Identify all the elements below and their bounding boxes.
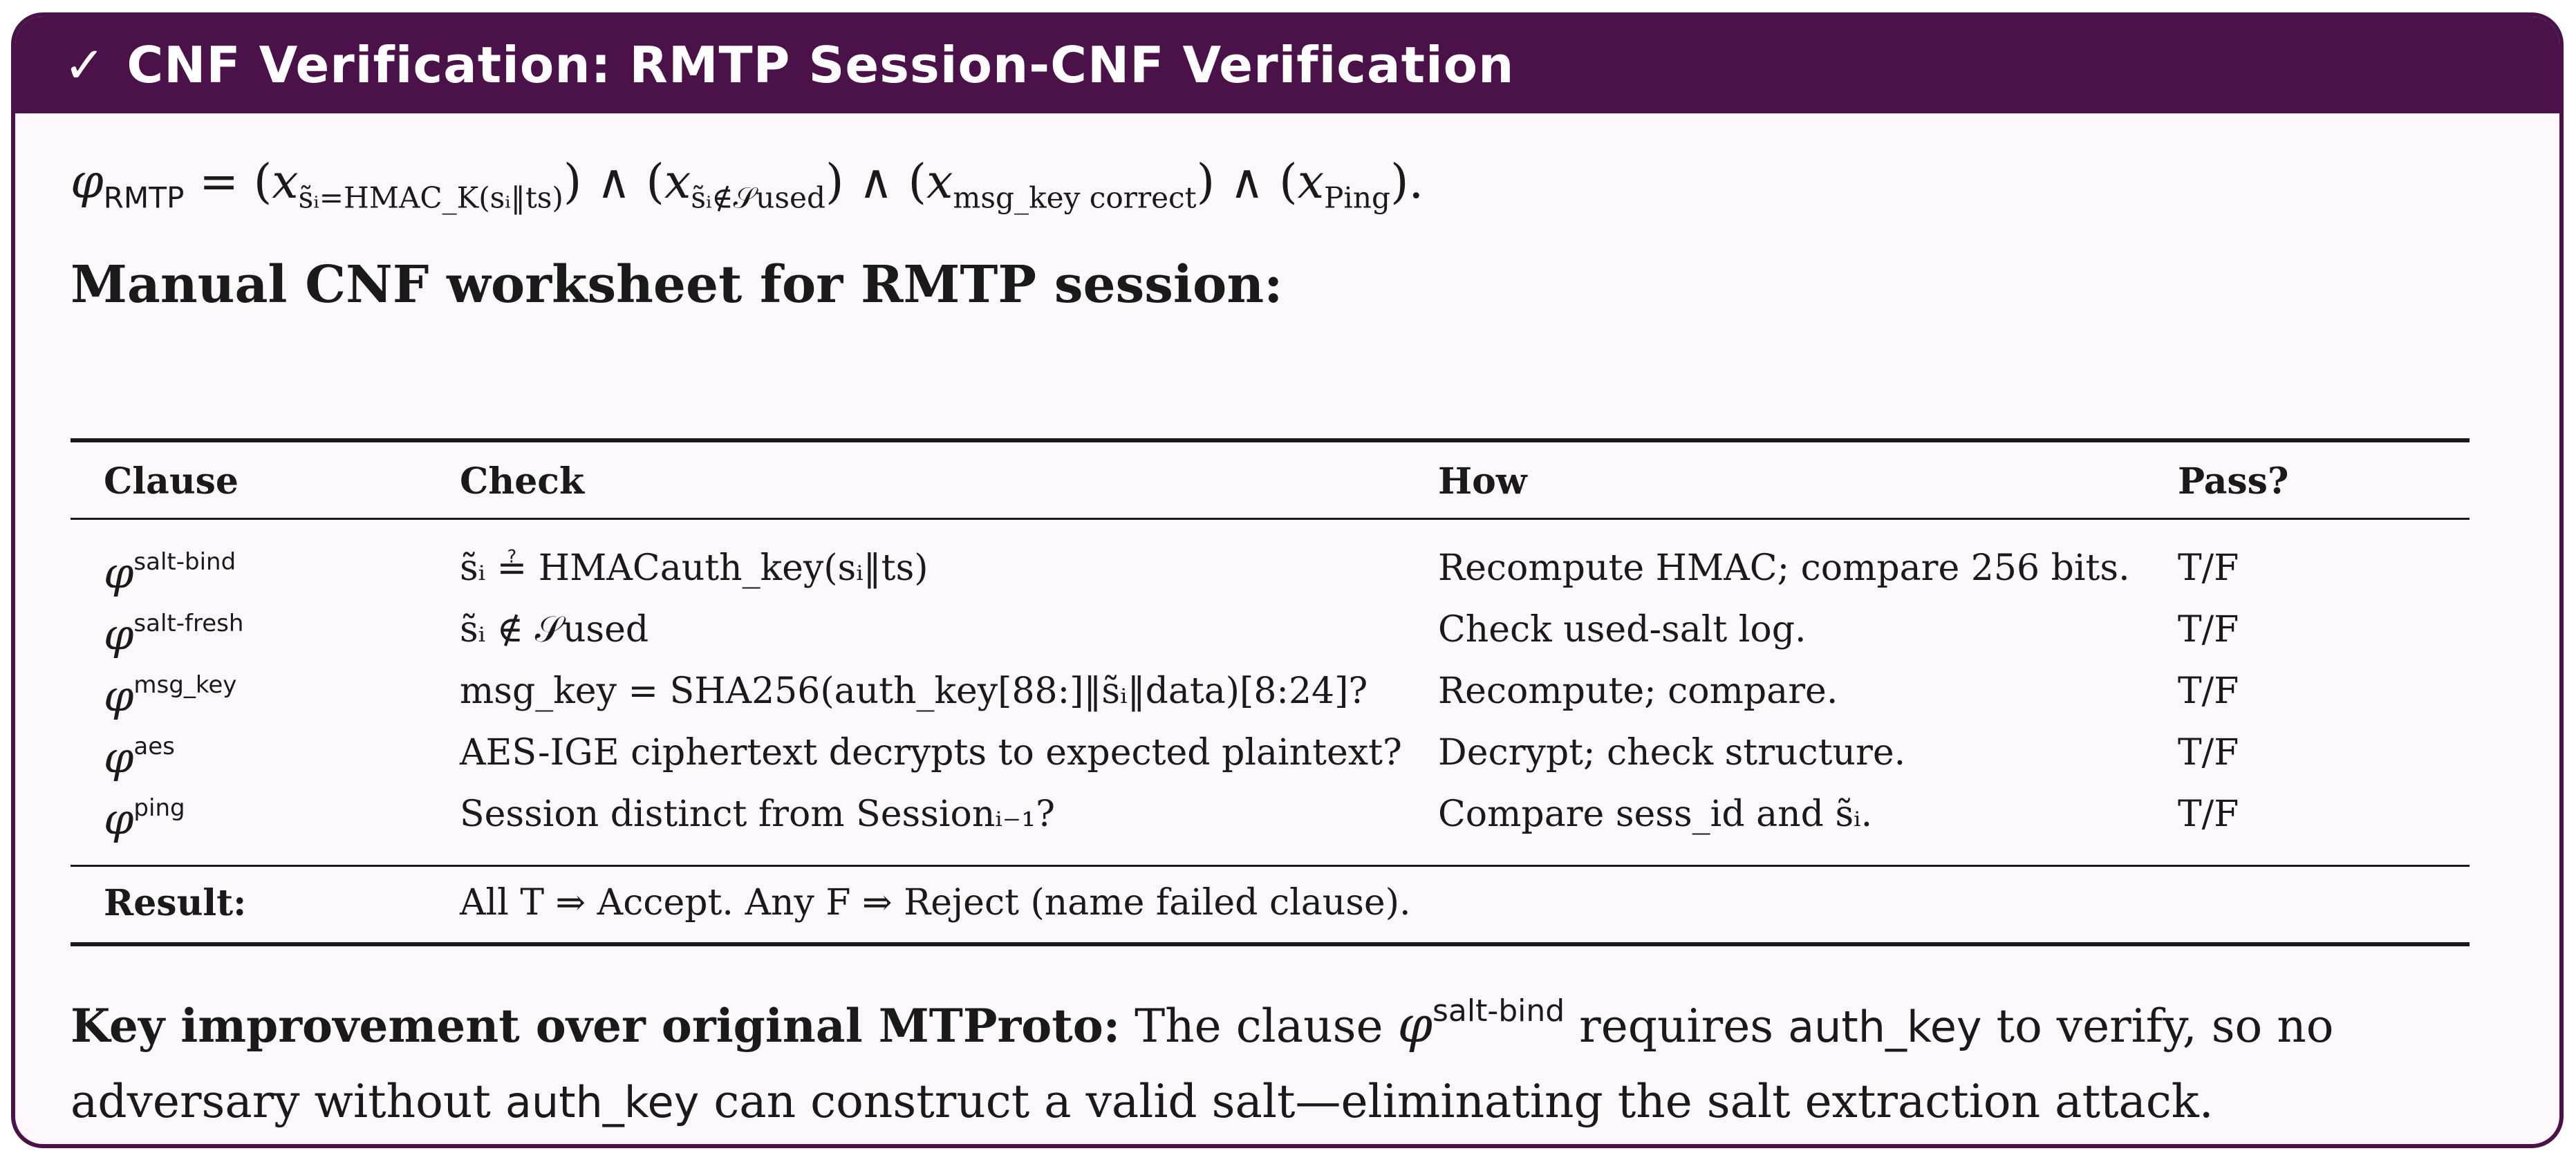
improvement-phi-superscript: salt-bind	[1432, 993, 1565, 1029]
formula-and: ∧	[1215, 155, 1280, 209]
column-header-pass: Pass?	[2178, 440, 2470, 519]
improvement-lead: Key improvement over original MTProto:	[71, 999, 1121, 1053]
formula-paren: )	[1196, 155, 1215, 209]
column-header-clause: Clause	[71, 440, 460, 519]
formula-paren: (	[646, 155, 664, 209]
pass-cell: T/F	[2178, 794, 2239, 835]
formula-and: ∧	[843, 155, 908, 209]
improvement-text: The clause	[1120, 1000, 1398, 1053]
clause-superscript: ping	[133, 794, 185, 822]
clause-symbol: φ	[104, 671, 134, 721]
improvement-text: to verify, so no adversary without	[71, 1000, 2334, 1128]
improvement-code-auth-key: auth_key	[505, 1077, 700, 1127]
result-label: Result:	[71, 866, 460, 945]
clause-symbol: φ	[104, 547, 134, 598]
formula-paren: (	[253, 155, 272, 209]
result-text: All T ⇒ Accept. Any F ⇒ Reject (name failed clause).	[460, 866, 2470, 945]
clause-cell	[71, 665, 460, 727]
worksheet-heading: Manual CNF worksheet for RMTP session:	[71, 255, 1283, 315]
clause-cell	[71, 519, 460, 604]
how-cell: Recompute; compare.	[1438, 671, 1838, 712]
formula-var: x	[272, 155, 299, 209]
formula-and: ∧	[581, 155, 646, 209]
pass-cell: T/F	[2178, 609, 2239, 650]
cnf-worksheet-table	[71, 438, 2470, 946]
box-title: CNF Verification: RMTP Session-CNF Verification	[127, 36, 1515, 94]
formula-var: x	[664, 155, 691, 209]
table-row	[71, 603, 2470, 665]
formula-equals: =	[184, 155, 254, 209]
check-cell: s̃ᵢ ∉ 𝒮used	[460, 609, 649, 650]
formula-subscript: RMTP	[103, 180, 185, 215]
table-header-row	[71, 440, 2470, 519]
verification-box	[11, 12, 2564, 1148]
formula-paren: )	[825, 155, 844, 209]
formula-term2-subscript: s̃ᵢ∉𝒮used	[691, 180, 825, 215]
improvement-phi: φ	[1397, 995, 1432, 1053]
checkmark-icon: ✓	[64, 36, 106, 94]
table-row	[71, 788, 2470, 866]
key-improvement-paragraph	[71, 974, 2490, 1140]
improvement-code-auth-key: auth_key	[1788, 1002, 1982, 1052]
formula-term1-subscript: s̃ᵢ=HMAC_K(sᵢ‖ts)	[298, 180, 563, 215]
improvement-text: can construct a valid salt—eliminating the salt extraction attack.	[699, 1075, 2214, 1128]
formula-term4-subscript: Ping	[1324, 180, 1391, 215]
clause-cell	[71, 727, 460, 788]
formula-term3-subscript: msg_key correct	[953, 180, 1197, 215]
check-cell: Session distinct from Sessionᵢ₋₁?	[460, 794, 1055, 835]
clause-superscript: salt-fresh	[133, 610, 244, 637]
clause-superscript: aes	[133, 733, 175, 760]
box-title-bar	[15, 17, 2559, 113]
column-header-how: How	[1438, 440, 2178, 519]
how-cell: Compare sess_id and s̃ᵢ.	[1438, 794, 1873, 835]
formula-phi: φ	[71, 155, 104, 209]
clause-symbol: φ	[104, 732, 134, 783]
column-header-check: Check	[460, 440, 1438, 519]
pass-cell: T/F	[2178, 732, 2239, 774]
clause-cell	[71, 603, 460, 665]
how-cell: Check used-salt log.	[1438, 609, 1807, 650]
check-cell: AES-IGE ciphertext decrypts to expected plaintext?	[460, 732, 1402, 774]
table-row	[71, 727, 2470, 788]
formula-var: x	[926, 155, 953, 209]
result-row	[71, 866, 2470, 945]
table-row	[71, 519, 2470, 604]
clause-superscript: msg_key	[133, 671, 237, 699]
pass-cell: T/F	[2178, 671, 2239, 712]
formula-var: x	[1297, 155, 1325, 209]
check-cell: s̃ᵢ ≟ HMACauth_key(sᵢ‖ts)	[460, 547, 928, 589]
clause-symbol: φ	[104, 794, 134, 844]
table-row	[71, 665, 2470, 727]
pass-cell: T/F	[2178, 547, 2239, 589]
box-content	[71, 113, 2504, 1144]
clause-superscript: salt-bind	[133, 548, 236, 576]
how-cell: Recompute HMAC; compare 256 bits.	[1438, 547, 2130, 589]
formula-paren: ).	[1390, 155, 1424, 209]
formula-paren: (	[908, 155, 927, 209]
how-cell: Decrypt; check structure.	[1438, 732, 1906, 774]
check-cell: msg_key = SHA256(auth_key[88:]‖s̃ᵢ‖data)[8:24]?	[460, 671, 1368, 712]
clause-cell	[71, 788, 460, 866]
cnf-formula	[71, 155, 1424, 216]
improvement-text: requires	[1565, 1000, 1789, 1053]
formula-paren: (	[1279, 155, 1298, 209]
clause-symbol: φ	[104, 609, 134, 659]
formula-paren: )	[563, 155, 582, 209]
